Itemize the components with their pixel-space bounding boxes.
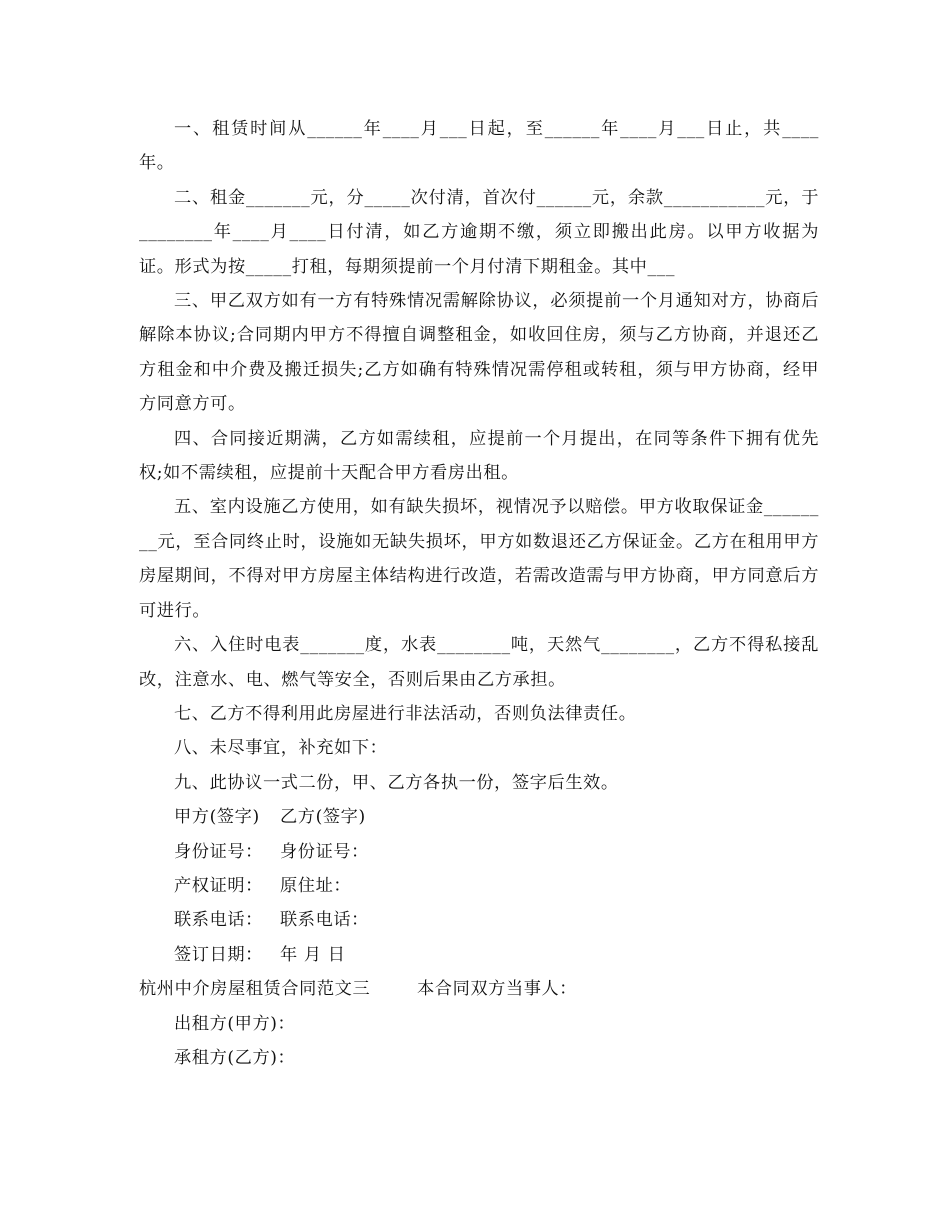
original-address-label: 原住址： [280,875,352,896]
id-number-label-b: 身份证号： [280,841,369,862]
lessee-label: 承租方(乙方)： [174,1047,296,1068]
id-number-label-a: 身份证号： [174,841,263,862]
clause-illegal-activity: 七、乙方不得利用此房屋进行非法活动，否则负法律责任。 [174,703,637,724]
contract-parties-intro: 本合同双方当事人： [417,979,578,1000]
lessor-label: 出租方(甲方)： [174,1013,296,1034]
sign-date-row [139,938,819,972]
sign-date-label: 签订日期： [174,944,263,965]
signature-label-party-b: 乙方(签字) [280,807,366,828]
property-certificate-label: 产权证明： [174,875,263,896]
clause-rent: 二、租金_______元，分_____次付清，首次付______元，余款___________元，于________年____月____日付清，如乙方逾期不缴，须立即搬出此房。以甲方收据为证。形式为按_____打租，每期须提前一个月付清下期租金。其中___ [139,187,819,277]
clause-supplement: 八、未尽事宜，补充如下： [174,738,388,759]
phone-label-b: 联系电话： [280,910,369,931]
clause-copies: 九、此协议一式二份，甲、乙方各执一份，签字后生效。 [174,772,619,793]
clause-termination: 三、甲乙双方如有一方有特殊情况需解除协议，必须提前一个月通知对方，协商后解除本协议;合同期内甲方不得擅自调整租金，如收回住房，须与乙方协商，并退还乙方租金和中介费及搬迁损失;乙方如确有特殊情况需停租或转租，须与甲方协商，经甲方同意方可。 [139,291,819,415]
clause-lease-term: 一、租赁时间从______年____月___日起，至______年____月___日止，共____年。 [139,119,819,174]
property-address-row [139,869,819,903]
clause-utilities: 六、入住时电表_______度，水表________吨，天然气________，乙方不得私接乱改，注意水、电、燃气等安全，否则后果由乙方承担。 [139,635,819,690]
document-body [139,112,819,1075]
clause-renewal: 四、合同接近期满，乙方如需续租，应提前一个月提出，在同等条件下拥有优先权;如不需续租，应提前十天配合甲方看房出租。 [139,428,819,484]
id-number-row [139,835,819,869]
sign-date-value: 年 月 日 [280,944,346,965]
signature-row [139,800,819,834]
next-contract-title: 杭州中介房屋租赁合同范文三 [139,979,371,1000]
phone-row [139,903,819,937]
clause-facilities-deposit: 五、室内设施乙方使用，如有缺失损坏，视情况予以赔偿。甲方收取保证金________元，至合同终止时，设施如无缺失损坏，甲方如数退还乙方保证金。乙方在租用甲方房屋期间，不得对甲方房屋主体结构进行改造，若需改造需与甲方协商，甲方同意后方可进行。 [139,497,819,621]
next-contract-header [139,972,819,1006]
signature-label-party-a: 甲方(签字) [174,807,260,828]
phone-label-a: 联系电话： [174,910,263,931]
